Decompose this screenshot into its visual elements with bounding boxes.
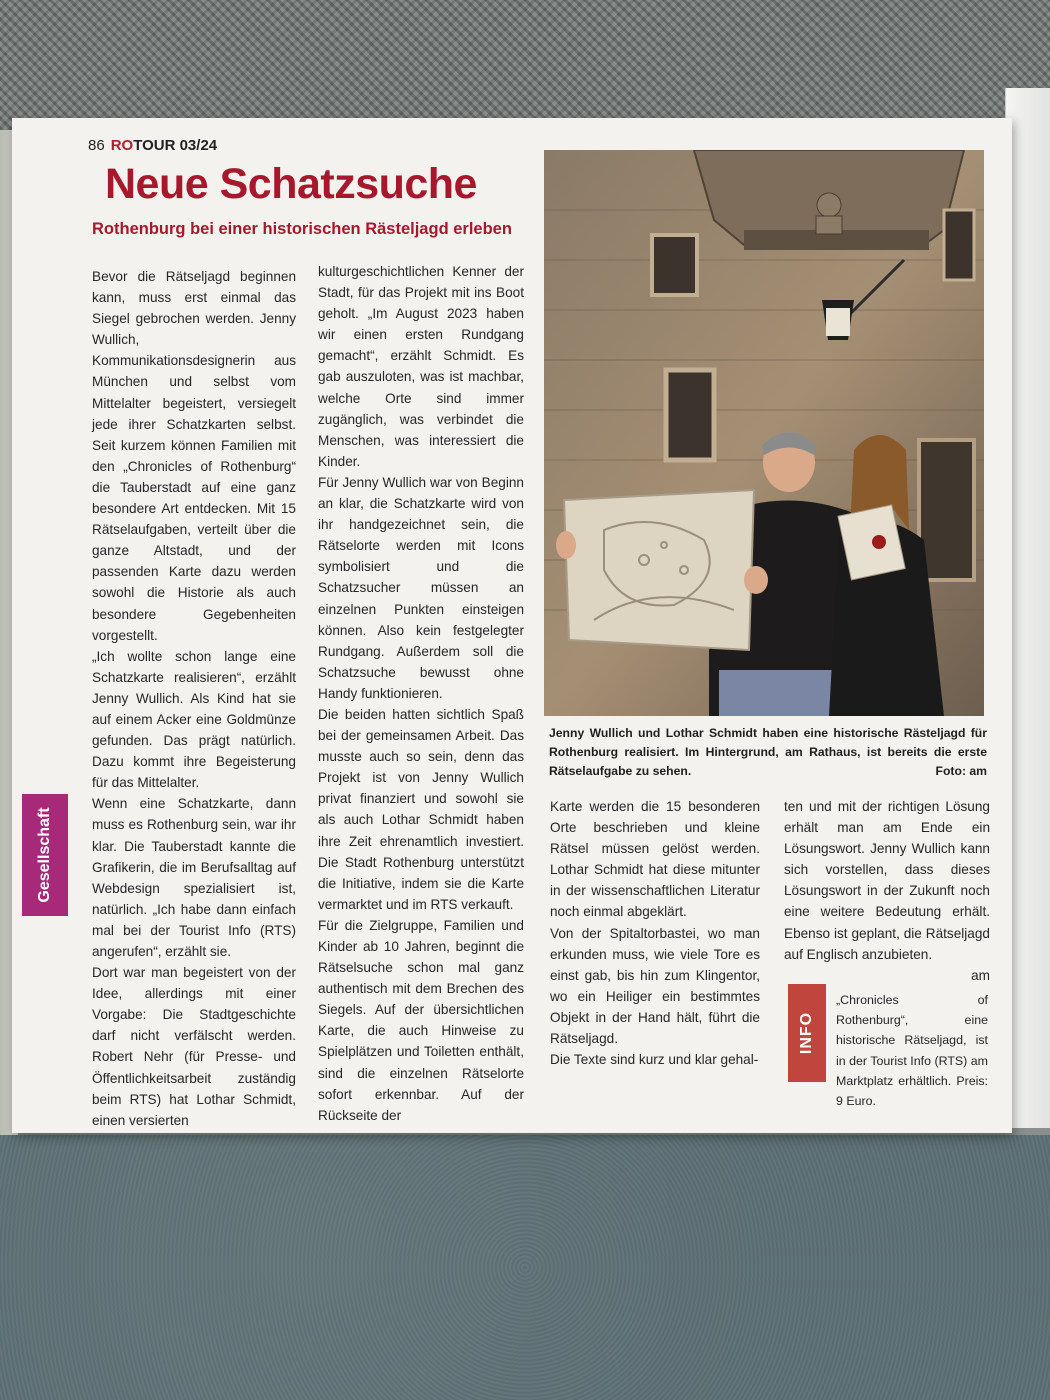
paragraph: Für Jenny Wullich war von Beginn an klar, die Schatzkarte wird von ihr handgezeichnet sein, die Rätselorte werden mit Icons symbolisiert und die Schatzsucher müssen an einzelnen Punkten einsteigen können. Also kein festgelegter Rundgang. Außerdem soll die Schatzsuche bewusst ohne Handy funktionieren. xyxy=(318,474,524,701)
info-box-text: „Chronicles of Rothenburg“, eine historische Rätseljagd, ist in der Tourist Info (RTS) am Marktplatz erhältlich. Preis: 9 Euro. xyxy=(836,993,988,1109)
paragraph: Bevor die Rätseljagd beginnen kann, muss erst einmal das Siegel gebrochen werden. Jenny Wullich, Kommunikationsdesignerin aus München und selbst vom Mittelalter begeistert, versiegelt jede ihrer Schatzkarten selbst. Seit kurzem können Familien mit den „Chronicles of Rothenburg“ die Tauberstadt auf eine ganz besondere Art entdecken. Mit 15 Rätselaufgaben, verteilt über die ganze Altstadt, und der passenden Karte dazu werden sowohl die Historie als auch besondere Gegebenheiten vorgestellt. xyxy=(92,269,296,643)
background-table xyxy=(0,1135,1050,1400)
article-title: Neue Schatzsuche xyxy=(105,160,477,208)
paragraph: Wenn eine Schatzkarte, dann muss es Rothenburg sein, war ihr klar. Die Tauberstadt kannte die Grafikerin, die im Berufsalltag auf Webdesign spezialisiert ist, natürlich. „Ich habe dann einfach mal bei der Tourist Info (RTS) angerufen“, erzählt sie. xyxy=(92,796,296,959)
paragraph: Von der Spitaltorbastei, wo man erkunden muss, wie viele Tore es einst gab, bis hin zum Klingentor, wo ein Heiliger ein bestimmtes Objekt in der Hand hält, führt die Rätseljagd. xyxy=(550,925,760,1047)
article-photo xyxy=(544,150,984,716)
info-label: INFO xyxy=(798,1011,815,1055)
paragraph: „Ich wollte schon lange eine Schatzkarte realisieren“, erzählt Jenny Wullich. Als Kind hat sie auf einem Acker eine Goldmünze gefunden. Das prägt natürlich. Dazu kommt ihre Begeisterung für das Mittelalter. xyxy=(92,648,296,791)
paragraph: ten und mit der richtigen Lösung erhält man am Ende ein Lösungswort. Jenny Wullich kann sich vorstellen, dass dieses Lösungswort in der Zukunft noch eine weitere Bedeutung erhält. Ebenso ist geplant, die Rätseljagd auf Englisch anzubieten. xyxy=(784,799,990,962)
article-column-3 xyxy=(550,796,760,1070)
article-column-4 xyxy=(784,796,990,986)
paragraph: Die beiden hatten sichtlich Spaß bei der gemeinsamen Arbeit. Das musste auch so sein, denn das Projekt ist von Jenny Wullich privat finanziert und sowohl sie als auch Lothar Schmidt haben ihre Zeit ehrenamtlich investiert. Die Stadt Rothenburg unterstützt die Initiative, indem sie die Karte vermarktet und im RTS verkauft. xyxy=(318,706,524,912)
paragraph: kulturgeschichtlichen Kenner der Stadt, für das Projekt mit ins Boot geholt. „Im August 2023 haben wir einen ersten Rundgang gemacht“, erzählt Schmidt. Es gab auszuloten, was ist machbar, welche Orte sind immer zugänglich, was verbindet die Menschen, was interessiert die Kinder. xyxy=(318,264,524,469)
photo-illustration xyxy=(544,150,984,716)
page-number: 86 xyxy=(88,137,105,154)
issue-number: 03/24 xyxy=(179,137,218,154)
caption-text: Jenny Wullich und Lothar Schmidt haben eine historische Rästeljagd für Rothenburg realisiert. Im Hintergrund, am Rathaus, ist bereits die erste Rätselaufgabe zu sehen. xyxy=(549,726,987,778)
info-box-tab xyxy=(788,984,826,1082)
paragraph: Für die Zielgruppe, Familien und Kinder ab 10 Jahren, beginnt die Rätselsuche schon mal ganz authentisch mit dem Brechen des Siegels. Auf der übersichtlichen Karte, die auch Hinweise zu Spielplätzen und Toiletten enthält, sind die einzelnen Rätselorte sofort erkennbar. Auf der Rückseite der xyxy=(318,917,524,1123)
author-initials: am xyxy=(971,967,990,983)
paragraph: Die Texte sind kurz und klar gehal- xyxy=(550,1052,759,1068)
paragraph: Dort war man begeistert von der Idee, allerdings mit einer Vorgabe: Die Stadtgeschichte darf nicht verfälscht werden. Robert Nehr (für Presse- und Öffentlichkeitsarbeit zuständig beim RTS) hat Lothar Schmidt, einen versierten xyxy=(92,965,296,1128)
photo-caption xyxy=(549,724,987,781)
article-subtitle: Rothenburg bei einer historischen Rästeljagd erleben xyxy=(92,220,512,238)
section-label: Gesellschaft xyxy=(36,807,53,903)
paragraph: Karte werden die 15 besonderen Orte beschrieben und kleine Rätsel müssen gelöst werden. Lothar Schmidt hat diese mitunter in der wissenschaftlichen Literatur noch einmal abgeklärt. xyxy=(550,799,760,920)
page-header xyxy=(88,137,217,154)
magazine-page xyxy=(12,118,1012,1133)
background-mat xyxy=(0,0,1050,130)
photo-credit: Foto: am xyxy=(935,764,987,778)
brand-tour: TOUR xyxy=(133,137,176,154)
section-tab xyxy=(22,794,68,916)
article-column-2 xyxy=(318,261,524,1126)
article-column-1 xyxy=(92,266,296,1131)
brand-ro: RO xyxy=(110,137,134,154)
